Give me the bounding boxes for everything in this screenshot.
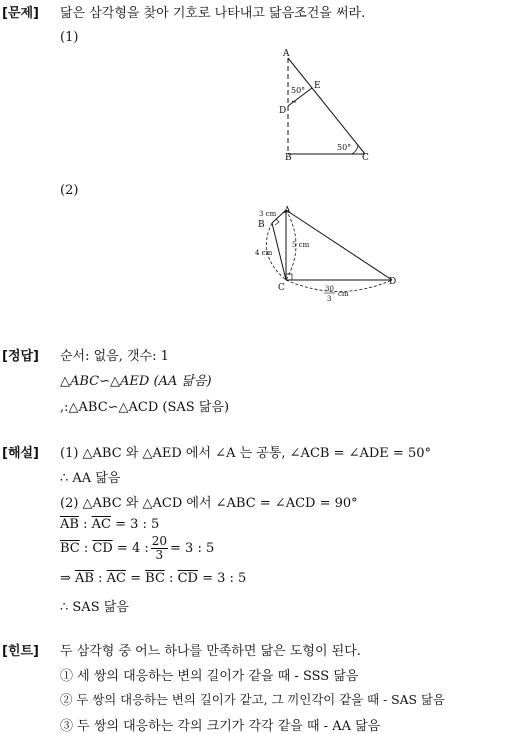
fraction-numerator: 20 — [151, 534, 168, 548]
answer-line-1: 순서: 없음, 갯수: 1 — [60, 349, 169, 364]
fig2-length-cd-num: 30 — [325, 285, 334, 293]
fig2-label-b: B — [258, 220, 265, 230]
problem-tag: [문제] — [2, 6, 39, 21]
fig2-length-cd-unit: cm — [338, 290, 349, 298]
solution-tag: [해설] — [2, 446, 39, 461]
answer-line-3: ,:△ABC∽△ACD (SAS 닮음) — [60, 400, 230, 415]
ratio-1-value: = 3 : 5 — [110, 517, 160, 532]
hint-line-1: 두 삼각형 중 어느 하나를 만족하면 닮은 도형이 된다. — [60, 644, 361, 659]
hint-line-4: ③ 두 쌍의 대응하는 각의 크기가 각각 같을 때 - AA 닮음 — [60, 719, 381, 734]
fig1-angle-c: 50° — [337, 143, 352, 152]
answer-tag: [정답] — [2, 349, 39, 364]
segment-ac: $\overline{AC}$ — [91, 517, 111, 532]
fig2-length-cd-den: 3 — [327, 295, 332, 303]
figure-2 — [252, 203, 402, 308]
fraction-denominator: 3 — [155, 548, 164, 562]
problem-text: 닮은 삼각형을 찾아 기호로 나타내고 닮음조건을 써라. — [60, 6, 366, 21]
ratio-3-end: = 3 : 5 — [197, 571, 247, 586]
segment-bc-2: $\overline{BC}$ — [145, 571, 165, 586]
segment-ab-2: $\overline{AB}$ — [75, 571, 94, 586]
hint-line-3: ② 두 쌍의 대응하는 변의 길이가 같고, 그 끼인각이 같을 때 - SAS 닮음 — [60, 692, 445, 707]
segment-bc: $\overline{BC}$ — [60, 541, 80, 556]
fig1-label-e: E — [314, 81, 321, 91]
solution-ratio-2: $\overline{BC}$ : $\overline{CD} = 4$ : $\frac{20}{3}$ = 3 : 5 — [60, 534, 215, 562]
solution-line-2: ∴ AA 닮음 — [60, 471, 121, 486]
hint-tag: [힌트] — [2, 644, 39, 659]
segment-cd-2: $\overline{CD}$ — [177, 571, 198, 586]
solution-line-7: ∴ SAS 닮음 — [60, 600, 129, 615]
segment-ac-2: $\overline{AC}$ — [106, 571, 126, 586]
subproblem-2-label: (2) — [60, 183, 79, 198]
fig2-length-ab: 3 cm — [259, 210, 277, 218]
subproblem-1-label: (1) — [60, 30, 79, 45]
segment-ab: $\overline{AB}$ — [60, 517, 79, 532]
fig2-label-c: C — [278, 283, 285, 293]
fig2-label-a: A — [284, 206, 291, 216]
hint-line-2: ① 세 쌍의 대응하는 변의 길이가 같을 때 - SSS 닮음 — [60, 669, 359, 684]
fig1-label-c: C — [362, 153, 369, 163]
ratio-2-end: = 3 : 5 — [170, 541, 215, 556]
fig1-label-d: D — [279, 106, 287, 116]
fraction-20-3 — [151, 535, 168, 562]
fig1-label-b: B — [285, 153, 292, 163]
implies-arrow: ⇒ — [60, 571, 76, 586]
figure-1 — [270, 44, 380, 166]
fig1-label-a: A — [283, 49, 290, 59]
fig2-length-bc: 4 cm — [255, 249, 273, 257]
segment-cd: $\overline{CD}$ — [92, 541, 113, 556]
solution-line-1: (1) △ABC 와 △AED 에서 ∠A 는 공통, ∠ACB = ∠ADE = 50° — [60, 446, 431, 461]
solution-line-3: (2) △ABC 와 △ACD 에서 ∠ABC = ∠ACD = 90° — [60, 496, 358, 511]
fig2-length-ac: 5 cm — [292, 241, 310, 249]
answer-line-2: △ABC∽△AED (AA 닮음) — [60, 374, 212, 389]
ratio-2-mid: = 4 : — [112, 541, 149, 556]
fig2-label-d: D — [389, 277, 397, 287]
solution-ratio-1: $\overline{AB}$ : $\overline{AC} = 3$ : 5 — [60, 517, 160, 532]
solution-ratio-3: ⇒ $\overline{AB}$ : $\overline{AC} = \overline{BC}$ : $\overline{CD} = 3$ : 5 — [60, 571, 247, 586]
fig1-angle-d: 50° — [291, 86, 306, 95]
